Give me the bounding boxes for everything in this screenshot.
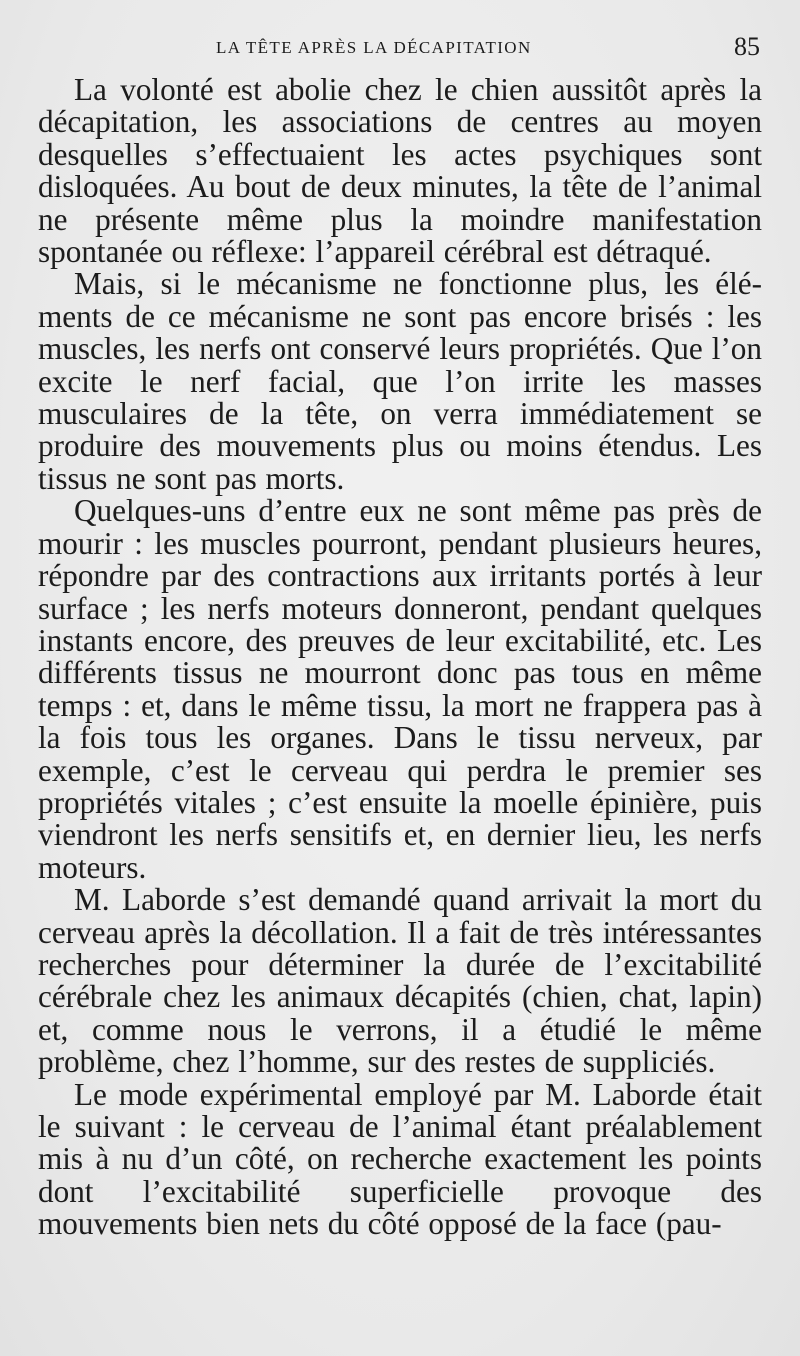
paragraph: Quelques-uns d’entre eux ne sont même pas près de mourir : les muscles pourront, pendant plusieurs heures, répondre par des contractions aux irritants portés à leur surface ; les nerfs moteurs donneront, pendant quelques instants encore, des preuves de leur excitabilité, etc. Les différents tissus ne mourront donc pas tous en même temps : et, dans le même tissu, la mort ne frappera pas à la fois tous les organes. Dans le tissu nerveux, par exemple, c’est le cerveau qui perdra le premier ses propriétés vitales ; c’est ensuite la moelle épinière, puis viendront les nerfs sensitifs et, en dernier lieu, les nerfs moteurs. (38, 493, 762, 885)
page-number: 85 (734, 32, 760, 61)
paragraph: La volonté est abolie chez le chien aussitôt après la décapitation, les associations de centres au moyen desquelles s’effectuaient les actes psychiques sont disloquées. Au bout de deux minutes, la tête de l’animal ne présente même plus la moindre manifestation spontanée ou réflexe: l’appareil cérébral est détraqué. (38, 72, 762, 270)
paragraph: Mais, si le mécanisme ne fonctionne plus, les éléments de ce mécanisme ne sont pas encore brisés : les muscles, les nerfs ont conservé leurs propriétés. Que l’on excite le nerf facial, que l’on irrite les masses musculaires de la tête, on verra immédiatement se produire des mouvements plus ou moins étendus. Les tissus ne sont pas morts. (38, 266, 762, 496)
running-title: LA TÊTE APRÈS LA DÉCAPITATION (216, 38, 532, 57)
paragraph: M. Laborde s’est demandé quand arrivait la mort du cerveau après la décollation. Il a fait de très intéressantes recherches pour déterminer la durée de l’excitabilité cérébrale chez les animaux décapités (chien, chat, lapin) et, comme nous le verrons, il a étudié le même problème, chez l’homme, sur des restes de suppliciés. (38, 882, 762, 1080)
paragraph: Le mode expérimental employé par M. Laborde était le suivant : le cerveau de l’animal étant préalablement mis à nu d’un côté, on recherche exactement les points dont l’excitabilité superficielle provoque des mouvements bien nets du côté opposé de la face (pau- (38, 1076, 762, 1242)
body-text (38, 74, 762, 1241)
running-head (38, 30, 762, 74)
